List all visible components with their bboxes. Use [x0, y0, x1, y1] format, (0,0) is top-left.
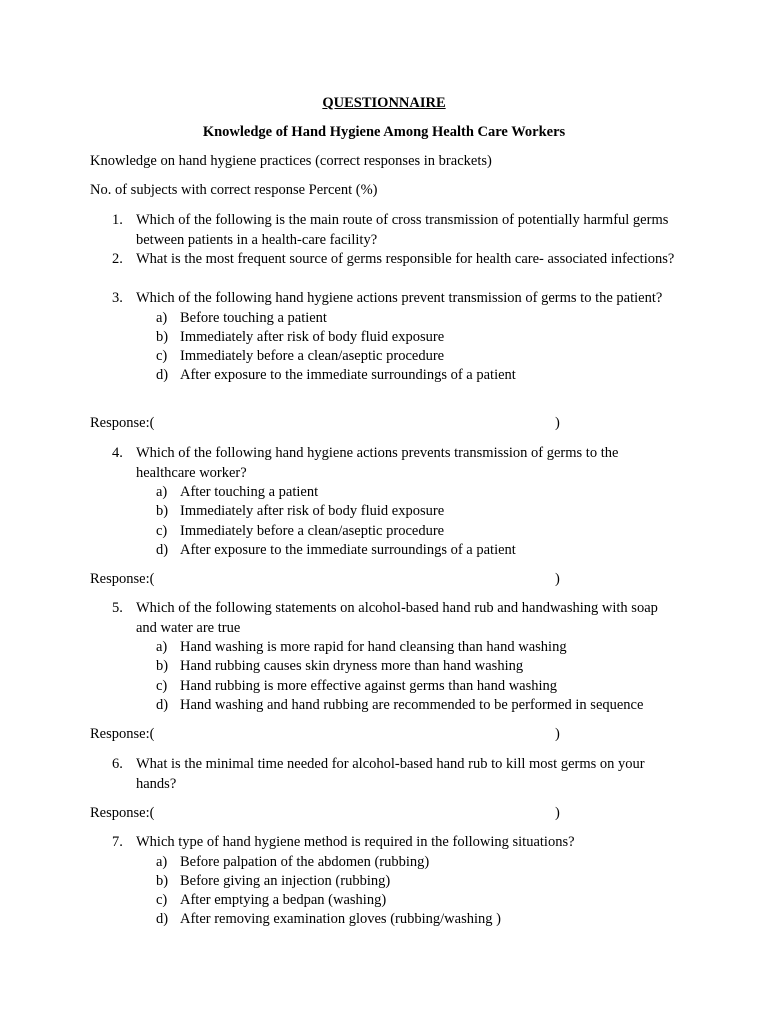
- option-list: [156, 638, 690, 715]
- option-letter: c): [156, 892, 168, 909]
- option-text: After touching a patient: [180, 484, 319, 500]
- option-letter: d): [156, 541, 169, 558]
- option-letter: b): [156, 503, 169, 520]
- question-number: 1.: [112, 212, 123, 228]
- option-letter: c): [156, 522, 168, 539]
- option-item: [156, 696, 690, 715]
- question-4: [90, 444, 690, 560]
- option-list: [156, 309, 690, 386]
- response-label: Response:(: [90, 805, 155, 821]
- option-letter: a): [156, 484, 168, 500]
- option-item: [156, 522, 690, 541]
- option-item: [156, 677, 690, 696]
- response-line: [90, 414, 570, 434]
- question-number: 2.: [112, 251, 123, 267]
- option-item: [156, 541, 690, 560]
- question-text: Which of the following hand hygiene actions prevents transmission of germs to the healthcare worker?: [136, 445, 619, 481]
- option-item: [156, 483, 690, 502]
- document-subtitle: Knowledge of Hand Hygiene Among Health Care Workers: [202, 124, 566, 140]
- option-text: After emptying a bedpan (washing): [180, 892, 387, 909]
- option-item: [156, 853, 690, 872]
- response-label: Response:(: [90, 571, 155, 587]
- document-title: QUESTIONNAIRE: [322, 95, 446, 111]
- option-text: After exposure to the immediate surroundings of a patient: [180, 367, 516, 384]
- option-text: Hand rubbing is more effective against germs than hand washing: [180, 677, 558, 694]
- question-text: What is the minimal time needed for alcohol-based hand rub to kill most germs on your hands?: [136, 756, 645, 792]
- question-1: [90, 211, 690, 250]
- option-letter: a): [156, 639, 168, 655]
- question-number: 5.: [112, 600, 123, 616]
- option-item: [156, 872, 690, 891]
- option-item: [156, 638, 690, 657]
- response-line: [90, 725, 570, 745]
- option-letter: b): [156, 872, 169, 889]
- question-3: [90, 289, 690, 386]
- option-letter: c): [156, 348, 168, 365]
- question-text: Which type of hand hygiene method is required in the following situations?: [136, 834, 575, 850]
- option-text: Immediately after risk of body fluid exposure: [180, 328, 445, 345]
- option-text: Hand washing is more rapid for hand cleansing than hand washing: [180, 639, 567, 655]
- option-text: Hand rubbing causes skin dryness more than hand washing: [180, 658, 524, 675]
- option-text: Before giving an injection (rubbing): [180, 872, 391, 889]
- question-5: [90, 599, 690, 715]
- option-list: [156, 483, 690, 560]
- option-text: Immediately after risk of body fluid exposure: [180, 503, 445, 520]
- question-text: Which of the following hand hygiene actions prevent transmission of germs to the patient?: [136, 290, 663, 306]
- question-7: [90, 833, 690, 930]
- option-letter: d): [156, 696, 169, 713]
- option-item: [156, 891, 690, 910]
- option-letter: b): [156, 328, 169, 345]
- option-item: [156, 309, 690, 328]
- question-6: [90, 755, 690, 794]
- option-item: [156, 910, 690, 929]
- option-letter: b): [156, 658, 169, 675]
- question-text: Which of the following statements on alcohol-based hand rub and handwashing with soap and water are true: [136, 600, 658, 636]
- option-text: Hand washing and hand rubbing are recommended to be performed in sequence: [180, 696, 644, 713]
- response-label: Response:(: [90, 726, 155, 742]
- response-line: [90, 804, 570, 824]
- option-letter: a): [156, 309, 168, 326]
- option-list: [156, 853, 690, 930]
- response-close: ): [555, 805, 560, 821]
- question-text: Which of the following is the main route of cross transmission of potentially harmful germs between patients in a health-care facility?: [136, 212, 669, 248]
- response-label: Response:(: [90, 415, 155, 431]
- response-close: ): [555, 571, 560, 587]
- intro-line-2: No. of subjects with correct response Percent (%): [90, 182, 378, 198]
- option-item: [156, 328, 690, 347]
- question-text: What is the most frequent source of germs responsible for health care- associated infections?: [136, 251, 675, 267]
- question-number: 6.: [112, 756, 123, 772]
- question-number: 4.: [112, 445, 123, 461]
- response-close: ): [555, 726, 560, 742]
- response-close: ): [555, 415, 560, 431]
- option-text: Immediately before a clean/aseptic procedure: [180, 348, 445, 365]
- option-letter: c): [156, 677, 168, 694]
- option-letter: a): [156, 853, 168, 870]
- option-text: After removing examination gloves (rubbing/washing ): [180, 911, 501, 928]
- question-number: 7.: [112, 834, 123, 850]
- option-text: Before touching a patient: [180, 309, 327, 326]
- option-item: [156, 347, 690, 366]
- option-text: Immediately before a clean/aseptic procedure: [180, 522, 445, 539]
- response-line: [90, 570, 570, 590]
- intro-line-1: Knowledge on hand hygiene practices (correct responses in brackets): [90, 153, 492, 169]
- option-letter: d): [156, 911, 169, 928]
- option-text: Before palpation of the abdomen (rubbing): [180, 853, 430, 870]
- option-letter: d): [156, 367, 169, 384]
- question-2: [90, 250, 690, 270]
- option-item: [156, 657, 690, 676]
- option-text: After exposure to the immediate surroundings of a patient: [180, 541, 516, 558]
- option-item: [156, 366, 690, 385]
- option-item: [156, 502, 690, 521]
- question-number: 3.: [112, 290, 123, 306]
